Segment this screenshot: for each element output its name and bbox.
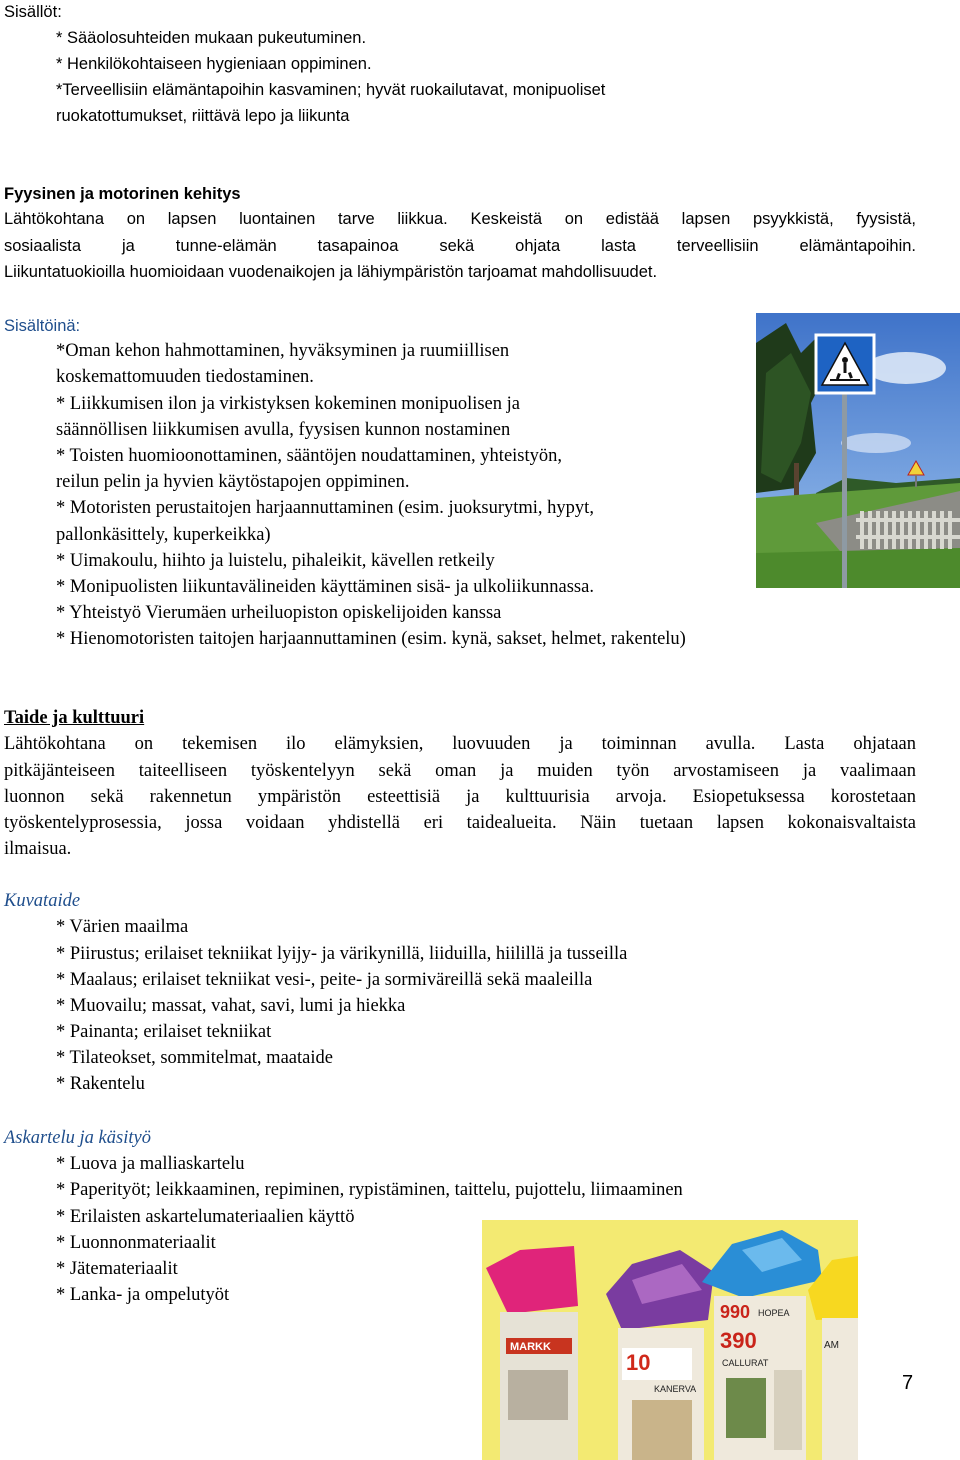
list-item: * Painanta; erilaiset tekniikat: [56, 1022, 272, 1042]
kuvataide-heading: Kuvataide: [4, 891, 81, 911]
askartelu-heading: Askartelu ja käsityö: [4, 1128, 151, 1148]
page-number: 7: [902, 1372, 914, 1394]
sisaltoina-heading: Sisältöinä:: [4, 317, 81, 335]
collage-text: KANERVA: [654, 1384, 697, 1394]
paragraph-line: ilmaisua.: [4, 839, 72, 859]
collage-text: AM: [824, 1340, 839, 1351]
list-item: * Luova ja malliaskartelu: [56, 1154, 245, 1174]
sisallot-heading: Sisällöt:: [4, 3, 62, 21]
list-item: * Rakentelu: [56, 1074, 145, 1094]
section-title-taide: Taide ja kulttuuri: [4, 708, 145, 728]
paragraph-line: sosiaalista ja tunne-elämän tasapainoa sekä ohjata lasta terveellisiin elämäntapoihin.: [4, 237, 916, 255]
list-item: * Luonnonmateriaalit: [56, 1233, 216, 1253]
list-item: * Toisten huomioonottaminen, sääntöjen noudattaminen, yhteistyön,: [56, 446, 563, 466]
paragraph-line: pitkäjänteiseen taiteelliseen työskentelyyn sekä oman ja muiden työn arvostamiseen ja vaalimaan: [4, 761, 916, 781]
list-item: pallonkäsittely, kuperkeikka): [56, 525, 271, 545]
list-item: * Uimakoulu, hiihto ja luistelu, pihaleikit, kävellen retkeily: [56, 551, 495, 571]
collage-text: 990: [720, 1302, 751, 1322]
mushroom-collage-illustration: [482, 1220, 858, 1460]
crosswalk-sign-photo: [756, 313, 960, 588]
collage-photo: [482, 1220, 858, 1460]
list-item: * Monipuolisten liikuntavälineiden käyttäminen sisä- ja ulkoliikunnassa.: [56, 577, 594, 597]
list-item: koskemattomuuden tiedostaminen.: [56, 367, 314, 387]
collage-text: CALLURAT: [722, 1358, 769, 1368]
list-item: * Henkilökohtaiseen hygieniaan oppiminen.: [56, 55, 372, 73]
crosswalk-sign-illustration: [756, 313, 960, 588]
list-item: ruokatottumukset, riittävä lepo ja liikunta: [56, 107, 350, 125]
list-item: * Hienomotoristen taitojen harjaannuttaminen (esim. kynä, sakset, helmet, rakentelu): [56, 629, 686, 649]
paragraph-line: luonnon sekä rakennetun ympäristön esteettisiä ja kulttuurisia arvoja. Esiopetuksessa korostetaan: [4, 787, 916, 807]
collage-text: MARKK: [510, 1341, 551, 1353]
list-item: * Tilateokset, sommitelmat, maataide: [56, 1048, 333, 1068]
collage-text: 10: [626, 1350, 651, 1375]
section-title-fyysinen: Fyysinen ja motorinen kehitys: [4, 185, 241, 203]
list-item: säännöllisen liikkumisen avulla, fyysisen kunnon nostaminen: [56, 420, 511, 440]
list-item: * Piirustus; erilaiset tekniikat lyijy- ja värikynillä, liiduilla, hiilillä ja tusseilla: [56, 944, 628, 964]
paragraph-line: työskentelyprosessia, jossa voidaan yhdistellä eri taidealueita. Näin tuetaan lapsen kokonaisvaltaista: [4, 813, 916, 833]
list-item: reilun pelin ja hyvien käytöstapojen oppiminen.: [56, 472, 410, 492]
list-item: * Muovailu; massat, vahat, savi, lumi ja hiekka: [56, 996, 406, 1016]
paragraph-line: Lähtökohtana on tekemisen ilo elämyksien, luovuuden ja toiminnan avulla. Lasta ohjataan: [4, 734, 916, 754]
list-item: * Maalaus; erilaiset tekniikat vesi-, peite- ja sormiväreillä sekä maaleilla: [56, 970, 593, 990]
list-item: * Erilaisten askartelumateriaalien käyttö: [56, 1207, 355, 1227]
collage-text: 390: [720, 1328, 757, 1353]
list-item: * Jätemateriaalit: [56, 1259, 178, 1279]
list-item: * Sääolosuhteiden mukaan pukeutuminen.: [56, 29, 367, 47]
list-item: * Värien maailma: [56, 917, 189, 937]
paragraph-line: Liikuntatuokioilla huomioidaan vuodenaikojen ja lähiympäristön tarjoamat mahdollisuudet.: [4, 263, 658, 281]
list-item: * Lanka- ja ompelutyöt: [56, 1285, 230, 1305]
list-item: * Liikkumisen ilon ja virkistyksen kokeminen monipuolisen ja: [56, 394, 520, 414]
collage-text: HOPEA: [758, 1308, 790, 1318]
list-item: *Terveellisiin elämäntapoihin kasvaminen; hyvät ruokailutavat, monipuoliset: [56, 81, 606, 99]
paragraph-line: Lähtökohtana on lapsen luontainen tarve liikkua. Keskeistä on edistää lapsen psyykkistä, fyysistä,: [4, 210, 916, 228]
list-item: * Paperityöt; leikkaaminen, repiminen, rypistäminen, taittelu, pujottelu, liimaaminen: [56, 1180, 683, 1200]
list-item: *Oman kehon hahmottaminen, hyväksyminen ja ruumiillisen: [56, 341, 510, 361]
list-item: * Motoristen perustaitojen harjaannuttaminen (esim. juoksurytmi, hypyt,: [56, 498, 594, 518]
list-item: * Yhteistyö Vierumäen urheiluopiston opiskelijoiden kanssa: [56, 603, 502, 623]
